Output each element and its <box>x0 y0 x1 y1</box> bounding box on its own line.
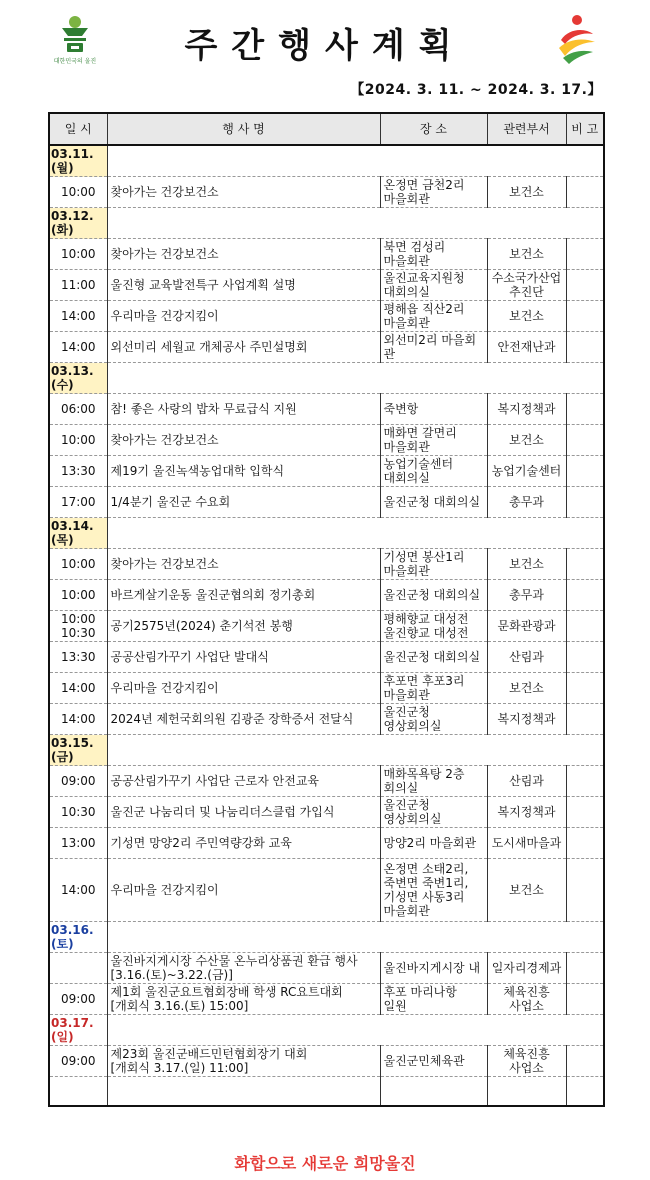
event-place: 울진군청 대회의실 <box>380 487 487 518</box>
date-label: 03.16.(토) <box>49 922 107 953</box>
table-header-row <box>49 113 604 145</box>
text-line: 울진바지게시장 수산물 온누리상품권 환급 행사 <box>110 954 358 968</box>
event-remarks <box>566 270 604 301</box>
text-line: 회의실 <box>383 781 419 795</box>
text-line: 울진군청 <box>383 798 430 812</box>
event-time: 11:00 <box>49 270 107 301</box>
event-place: 울진군청 대회의실 <box>380 580 487 611</box>
event-row <box>49 984 604 1015</box>
text-line: 제23회 울진군배드민턴협회장기 대회 <box>110 1047 308 1061</box>
event-name: 찾아가는 건강보건소 <box>107 425 380 456</box>
text-line: 대회의실 <box>383 285 430 299</box>
text-line: 사업소 <box>509 1061 544 1075</box>
column-header-place: 장 소 <box>380 113 487 145</box>
empty-cell <box>566 1077 604 1107</box>
event-department: 보건소 <box>487 549 566 580</box>
date-label: 03.13.(수) <box>49 363 107 394</box>
event-department: 농업기술센터 <box>487 456 566 487</box>
event-department: 보건소 <box>487 859 566 922</box>
date-row <box>49 922 604 953</box>
event-remarks <box>566 1046 604 1077</box>
event-name: 공공산림가꾸기 사업단 근로자 안전교육 <box>107 766 380 797</box>
event-name: 우리마을 건강지킴이 <box>107 673 380 704</box>
date-row-filler <box>107 145 604 177</box>
event-row <box>49 580 604 611</box>
event-department: 문화관광과 <box>487 611 566 642</box>
text-line: 마을회관 <box>383 688 430 702</box>
event-time <box>49 611 107 642</box>
text-line: 마을회관 <box>383 316 430 330</box>
event-remarks <box>566 425 604 456</box>
event-name <box>107 953 380 984</box>
event-row <box>49 456 604 487</box>
event-row <box>49 239 604 270</box>
event-name: 공공산림가꾸기 사업단 발대식 <box>107 642 380 673</box>
text-line: 영상회의실 <box>383 719 442 733</box>
event-row <box>49 611 604 642</box>
text-line: 매화면 갈면리 <box>383 426 457 440</box>
event-name: 찾아가는 건강보건소 <box>107 177 380 208</box>
text-line: 평해향교 대성전 <box>383 612 469 626</box>
event-remarks <box>566 704 604 735</box>
event-name: 우리마을 건강지킴이 <box>107 859 380 922</box>
text-line: 마을회관 <box>383 904 430 918</box>
event-place: 망양2리 마을회관 <box>380 828 487 859</box>
text-line: 마을회관 <box>383 254 430 268</box>
empty-cell <box>487 1077 566 1107</box>
date-row <box>49 363 604 394</box>
event-row <box>49 673 604 704</box>
event-time: 10:00 <box>49 239 107 270</box>
event-name: 우리마을 건강지킴이 <box>107 301 380 332</box>
event-place <box>380 425 487 456</box>
event-remarks <box>566 953 604 984</box>
event-row <box>49 828 604 859</box>
text-line: 북면 검성리 <box>383 240 446 254</box>
event-department: 총무과 <box>487 487 566 518</box>
event-row <box>49 301 604 332</box>
event-place <box>380 984 487 1015</box>
schedule-body <box>49 145 604 1106</box>
event-time: 10:00 <box>49 177 107 208</box>
text-line: 기성면 사동3리 <box>383 890 465 904</box>
date-label: 03.14.(목) <box>49 518 107 549</box>
date-row-filler <box>107 922 604 953</box>
event-remarks <box>566 394 604 425</box>
column-header-event: 행 사 명 <box>107 113 380 145</box>
event-row <box>49 394 604 425</box>
footer-slogan: 화합으로 새로운 희망울진 <box>234 1154 416 1173</box>
text-line: 마을회관 <box>383 440 430 454</box>
event-department: 복지정책과 <box>487 797 566 828</box>
event-time: 09:00 <box>49 766 107 797</box>
date-label: 03.12.(화) <box>49 208 107 239</box>
event-place: 울진군청 대회의실 <box>380 642 487 673</box>
event-remarks <box>566 332 604 363</box>
event-department <box>487 270 566 301</box>
event-department: 보건소 <box>487 425 566 456</box>
date-label: 03.11.(월) <box>49 145 107 177</box>
event-department: 보건소 <box>487 177 566 208</box>
event-place <box>380 859 487 922</box>
date-row-filler <box>107 1015 604 1046</box>
event-name: 외선미리 세월교 개체공사 주민설명회 <box>107 332 380 363</box>
event-name: 찾아가는 건강보건소 <box>107 239 380 270</box>
event-department <box>487 984 566 1015</box>
event-place: 죽변항 <box>380 394 487 425</box>
text-line: 대회의실 <box>383 471 430 485</box>
event-name: 2024년 제헌국회의원 김광준 장학증서 전달식 <box>107 704 380 735</box>
event-remarks <box>566 828 604 859</box>
event-row <box>49 1046 604 1077</box>
text-line: [개회식 3.17.(일) 11:00] <box>110 1061 249 1075</box>
event-place <box>380 673 487 704</box>
event-time <box>49 953 107 984</box>
event-time: 14:00 <box>49 301 107 332</box>
text-line: 사업소 <box>509 999 544 1013</box>
column-header-remarks: 비 고 <box>566 113 604 145</box>
event-name: 기성면 망양2리 주민역량강화 교육 <box>107 828 380 859</box>
event-time: 10:00 <box>49 580 107 611</box>
event-place <box>380 611 487 642</box>
event-place <box>380 797 487 828</box>
empty-cell <box>380 1077 487 1107</box>
text-line: 죽변면 죽변1리, <box>383 876 469 890</box>
event-remarks <box>566 766 604 797</box>
event-time: 10:30 <box>49 797 107 828</box>
date-row <box>49 735 604 766</box>
event-time: 06:00 <box>49 394 107 425</box>
date-label: 03.15.(금) <box>49 735 107 766</box>
date-row-filler <box>107 518 604 549</box>
event-department: 안전재난과 <box>487 332 566 363</box>
text-line: 체육진흥 <box>503 1047 550 1061</box>
event-remarks <box>566 301 604 332</box>
text-line: 농업기술센터 <box>383 457 454 471</box>
empty-cell <box>107 1077 380 1107</box>
event-remarks <box>566 177 604 208</box>
event-place <box>380 456 487 487</box>
event-row <box>49 953 604 984</box>
event-department: 보건소 <box>487 239 566 270</box>
event-department: 도시새마을과 <box>487 828 566 859</box>
event-remarks <box>566 611 604 642</box>
event-name: 참! 좋은 사랑의 밥차 무료급식 지원 <box>107 394 380 425</box>
event-place: 울진군민체육관 <box>380 1046 487 1077</box>
event-remarks <box>566 239 604 270</box>
text-line: 10:00 <box>60 612 96 626</box>
event-name: 공기2575년(2024) 춘기석전 봉행 <box>107 611 380 642</box>
event-time: 09:00 <box>49 1046 107 1077</box>
event-remarks <box>566 984 604 1015</box>
text-line: 온정면 소태2리, <box>383 862 469 876</box>
text-line: [개회식 3.16.(토) 15:00] <box>110 999 249 1013</box>
date-row-filler <box>107 208 604 239</box>
event-department: 일자리경제과 <box>487 953 566 984</box>
date-row <box>49 518 604 549</box>
event-row <box>49 177 604 208</box>
event-name: 바르게살기운동 울진군협의회 정기총회 <box>107 580 380 611</box>
event-time: 13:00 <box>49 828 107 859</box>
logo-tagline: 대한민국의 울진 <box>53 58 97 65</box>
text-line: 울진향교 대성전 <box>383 626 469 640</box>
event-remarks <box>566 673 604 704</box>
event-department: 총무과 <box>487 580 566 611</box>
event-time: 14:00 <box>49 859 107 922</box>
text-line: 10:30 <box>60 626 96 640</box>
event-name: 울진군 나눔리더 및 나눔리더스클럽 가입식 <box>107 797 380 828</box>
text-line: 수소국가산업 <box>491 271 562 285</box>
event-name: 1/4분기 울진군 수요회 <box>107 487 380 518</box>
event-row <box>49 270 604 301</box>
text-line: 추진단 <box>509 285 544 299</box>
empty-cell <box>49 1077 107 1107</box>
weekly-schedule-table <box>48 112 605 1107</box>
event-remarks <box>566 859 604 922</box>
date-row <box>49 1015 604 1046</box>
event-row <box>49 425 604 456</box>
text-line: 제1회 울진군요트협회장배 학생 RC요트대회 <box>110 985 343 999</box>
text-line: 온정면 금천2리 <box>383 178 465 192</box>
empty-row <box>49 1077 604 1107</box>
event-time: 14:00 <box>49 673 107 704</box>
event-place <box>380 177 487 208</box>
event-time: 10:00 <box>49 425 107 456</box>
event-row <box>49 642 604 673</box>
event-remarks <box>566 487 604 518</box>
column-header-department: 관련부서 <box>487 113 566 145</box>
text-line: 후포 마리나항 <box>383 985 457 999</box>
text-line: 후포면 후포3리 <box>383 674 465 688</box>
event-time: 10:00 <box>49 549 107 580</box>
event-row <box>49 487 604 518</box>
event-row <box>49 859 604 922</box>
event-department: 복지정책과 <box>487 704 566 735</box>
text-line: [3.16.(토)~3.22.(금)] <box>110 968 233 982</box>
event-department: 복지정책과 <box>487 394 566 425</box>
event-name: 제19기 울진녹색농업대학 입학식 <box>107 456 380 487</box>
event-row <box>49 549 604 580</box>
event-place: 외선미2리 마을회관 <box>380 332 487 363</box>
event-time: 13:30 <box>49 642 107 673</box>
event-row <box>49 797 604 828</box>
event-row <box>49 332 604 363</box>
event-remarks <box>566 549 604 580</box>
event-name: 울진형 교육발전특구 사업계획 설명 <box>107 270 380 301</box>
event-time: 14:00 <box>49 704 107 735</box>
schedule-period: 【2024. 3. 11. ~ 2024. 3. 17.】 <box>350 82 602 98</box>
event-department: 산림과 <box>487 766 566 797</box>
event-department <box>487 1046 566 1077</box>
event-place <box>380 766 487 797</box>
text-line: 마을회관 <box>383 564 430 578</box>
event-department: 보건소 <box>487 301 566 332</box>
event-place <box>380 549 487 580</box>
event-department: 산림과 <box>487 642 566 673</box>
page-title: 주간행사계획 <box>184 26 466 66</box>
column-header-datetime: 일 시 <box>49 113 107 145</box>
event-name: 찾아가는 건강보건소 <box>107 549 380 580</box>
date-label: 03.17.(일) <box>49 1015 107 1046</box>
event-time: 13:30 <box>49 456 107 487</box>
event-row <box>49 766 604 797</box>
event-row <box>49 704 604 735</box>
text-line: 영상회의실 <box>383 812 442 826</box>
text-line: 기성면 봉산1리 <box>383 550 465 564</box>
date-row <box>49 145 604 177</box>
event-department: 보건소 <box>487 673 566 704</box>
text-line: 울진교육지원청 <box>383 271 465 285</box>
event-name <box>107 984 380 1015</box>
event-name <box>107 1046 380 1077</box>
event-remarks <box>566 797 604 828</box>
date-row-filler <box>107 363 604 394</box>
text-line: 일원 <box>383 999 407 1013</box>
event-remarks <box>566 580 604 611</box>
event-place <box>380 301 487 332</box>
event-time: 09:00 <box>49 984 107 1015</box>
event-time: 17:00 <box>49 487 107 518</box>
date-row-filler <box>107 735 604 766</box>
text-line: 매화목욕탕 2층 <box>383 767 465 781</box>
text-line: 마을회관 <box>383 192 430 206</box>
text-line: 울진군청 <box>383 705 430 719</box>
event-remarks <box>566 642 604 673</box>
event-place <box>380 270 487 301</box>
event-place: 울진바지게시장 내 <box>380 953 487 984</box>
event-place <box>380 704 487 735</box>
event-remarks <box>566 456 604 487</box>
event-time: 14:00 <box>49 332 107 363</box>
event-place <box>380 239 487 270</box>
slogan-brand-icon <box>555 14 599 66</box>
date-row <box>49 208 604 239</box>
text-line: 평해읍 직산2리 <box>383 302 465 316</box>
text-line: 체육진흥 <box>503 985 550 999</box>
